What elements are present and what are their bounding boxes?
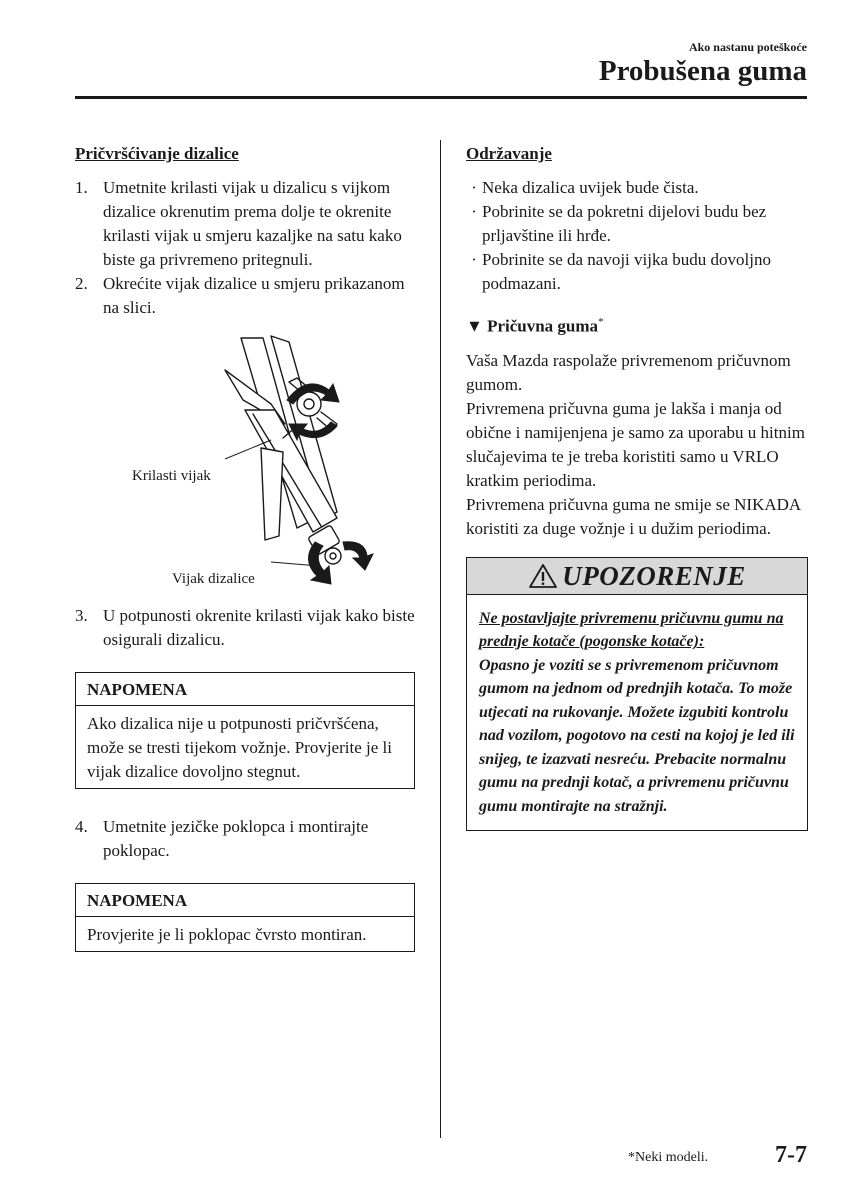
note-body: Ako dizalica nije u potpunosti pričvršćena, može se tresti tijekom vožnje. Provjerite je li vijak dizalice dovoljno stegnut. (87, 714, 392, 781)
bullet-text: Pobrinite se da navoji vijka budu dovoljno podmazani. (482, 250, 771, 293)
bullet-dot: · (471, 178, 477, 197)
bullet-dot: · (471, 202, 477, 221)
step-number: 4. (75, 817, 88, 836)
step-number: 2. (75, 274, 88, 293)
step-text: Umetnite krilasti vijak u dizalicu s vijkom dizalice okrenutim prema dolje te okrenite krilasti vijak u smjeru kazaljke na satu kako biste ga privremeno pritegnuli. (103, 178, 402, 269)
step-text: Okrećite vijak dizalice u smjeru prikazanom na slici. (103, 274, 405, 317)
left-column (75, 142, 415, 952)
note-title: NAPOMENA (76, 884, 414, 917)
bullet-item (466, 176, 808, 200)
note-body: Provjerite je li poklopac čvrsto montiran. (87, 925, 367, 944)
jack-drawing (75, 330, 415, 592)
spare-tire-text (466, 349, 808, 541)
note-title: NAPOMENA (76, 673, 414, 706)
step-number: 3. (75, 606, 88, 625)
step-1 (75, 176, 415, 272)
header-rule (75, 96, 807, 99)
bullet-text: Neka dizalica uvijek bude čista. (482, 178, 699, 197)
step-number: 1. (75, 178, 88, 197)
callout-wing-bolt: Krilasti vijak (132, 468, 211, 484)
step-2 (75, 272, 415, 320)
heading-jack-fastening: Pričvršćivanje dizalice (75, 144, 239, 163)
heading-spare-tire (466, 310, 808, 339)
step-3 (75, 604, 415, 652)
page-title: Probušena guma (598, 55, 807, 87)
spare-heading-text: Pričuvna guma (487, 316, 599, 336)
warning-box (466, 557, 808, 832)
note-box-1 (75, 672, 415, 789)
paragraph: Privremena pričuvna guma ne smije se NIKADA koristiti za duge vožnje i u dužim periodima. (466, 494, 801, 538)
step-text: Umetnite jezičke poklopca i montirajte poklopac. (103, 817, 369, 860)
bullet-item (466, 200, 808, 248)
page-number: 7-7 (775, 1142, 807, 1168)
column-divider (440, 140, 441, 1138)
warning-title: UPOZORENJE (562, 560, 746, 591)
footnote-asterisk: * (598, 316, 604, 328)
paragraph: Vaša Mazda raspolaže privremenom pričuvnom gumom. (466, 350, 791, 394)
warning-header (467, 558, 807, 595)
step-text: U potpunosti okrenite krilasti vijak kako biste osigurali dizalicu. (103, 606, 415, 649)
warning-triangle-icon (528, 563, 558, 589)
heading-maintenance: Održavanje (466, 144, 552, 163)
note-box-2 (75, 883, 415, 952)
warning-text: Opasno je voziti se s privremenom pričuvnom gumom na jednom od prednjih kotača. To može utjecati na rukovanje. Možete izgubiti kontrolu nad vozilom, pogotovo na cesti na kojoj je led ili snijeg, te izazvati nesreću. Prebacite normalnu gumu na prednji kotač, a privremenu pričuvnu gumu montirajte na stražnji. (479, 656, 795, 815)
callout-jack-bolt: Vijak dizalice (172, 571, 255, 587)
paragraph: Privremena pričuvna guma je lakša i manja od obične i namijenjena je samo za uporabu u hitnim slučajevima te je treba koristiti samo u VRLO kratkim periodima. (466, 398, 805, 490)
jack-illustration (75, 330, 415, 592)
warning-heading: Ne postavljajte privremenu pričuvnu gumu na prednje kotače (pogonske kotače): (479, 609, 784, 651)
running-header-section: Ako nastanu poteškoće (688, 40, 807, 54)
bullet-text: Pobrinite se da pokretni dijelovi budu bez prljavštine ili hrđe. (482, 202, 767, 245)
triangle-down-icon: ▼ (466, 316, 483, 336)
footnote: *Neki modeli. (628, 1150, 709, 1165)
warning-body (467, 595, 807, 831)
bullet-dot: · (471, 250, 477, 269)
right-column (466, 142, 808, 831)
step-4 (75, 815, 415, 863)
bullet-item (466, 248, 808, 296)
